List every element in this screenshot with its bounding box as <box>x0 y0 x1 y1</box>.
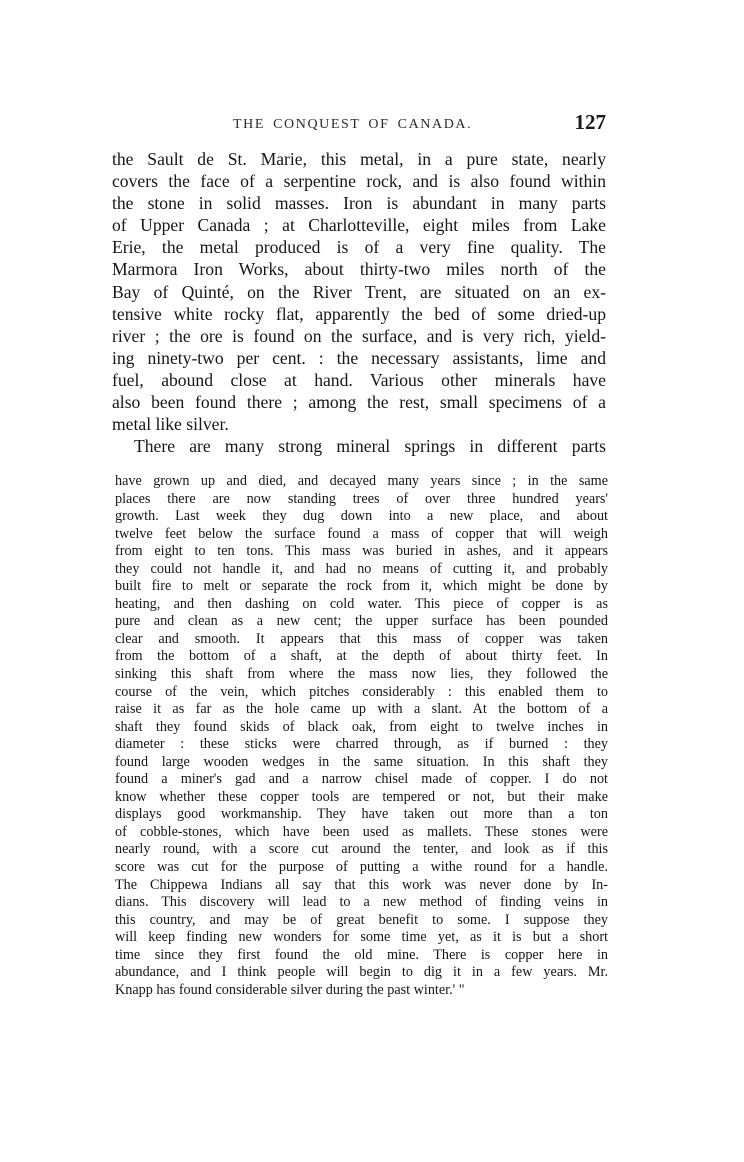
footnote-line: dians. This discovery will lead to a new method of finding veins in <box>115 894 608 911</box>
footnote-line: built fire to melt or separate the rock from it, which might be done by <box>115 578 608 595</box>
footnote-line: course of the vein, which pitches considerably : this enabled them to <box>115 683 608 700</box>
main-text <box>112 148 606 457</box>
running-title: THE CONQUEST OF CANADA. <box>233 117 473 132</box>
main-text-line: ing ninety-two per cent. : the necessary assistants, lime and <box>112 347 606 368</box>
main-text-line: river ; the ore is found on the surface, and is very rich, yield- <box>112 325 606 346</box>
footnote-line: from eight to ten tons. This mass was buried in ashes, and it appears <box>115 543 608 560</box>
footnote-line: this country, and may be of great benefit to some. I suppose they <box>115 911 608 928</box>
main-text-line: metal like silver. <box>112 414 229 435</box>
footnote-line: sinking this shaft from where the mass now lies, they followed the <box>115 666 608 683</box>
footnote-line: of cobble-stones, which have been used as mallets. These stones were <box>115 823 608 840</box>
main-text-line: fuel, abound close at hand. Various other minerals have <box>112 369 606 390</box>
footnote-line: twelve feet below the surface found a mass of copper that will weigh <box>115 525 608 542</box>
footnote-line: shaft they found skids of black oak, from eight to twelve inches in <box>115 718 608 735</box>
main-text-line: of Upper Canada ; at Charlotteville, eight miles from Lake <box>112 215 606 236</box>
footnote-line: displays good workmanship. They have taken out more than a ton <box>115 806 608 823</box>
main-text-line: Bay of Quinté, on the River Trent, are situated on an ex- <box>112 281 606 302</box>
footnote-line: know whether these copper tools are tempered or not, but their make <box>115 788 608 805</box>
footnote-line: pure and clean as a new cent; the upper surface has been pounded <box>115 613 608 630</box>
footnote-line: will keep finding new wonders for some time yet, as it is but a short <box>115 929 608 946</box>
footnote <box>115 473 608 999</box>
main-text-line: There are many strong mineral springs in different parts <box>134 436 606 457</box>
footnote-line: nearly round, with a score cut around the tenter, and look as if this <box>115 841 608 858</box>
footnote-line: The Chippewa Indians all say that this work was never done by In- <box>115 876 608 893</box>
footnote-line: raise it as far as the hole came up with a slant. At the bottom of a <box>115 701 608 718</box>
footnote-line: diameter : these sticks were charred through, as if burned : they <box>115 736 608 753</box>
footnote-line: from the bottom of a shaft, at the depth of about thirty feet. In <box>115 648 608 665</box>
footnote-line: found a miner's gad and a narrow chisel made of copper. I do not <box>115 771 608 788</box>
footnote-line: abundance, and I think people will begin to dig it in a few years. Mr. <box>115 964 608 981</box>
main-text-line: covers the face of a serpentine rock, and is also found within <box>112 171 606 192</box>
main-text-line: also been found there ; among the rest, small specimens of a <box>112 392 606 413</box>
footnote-line: Knapp has found considerable silver during the past winter.' " <box>115 981 465 998</box>
page-number: 127 <box>574 110 606 134</box>
main-text-line: the stone in solid masses. Iron is abundant in many parts <box>112 193 606 214</box>
main-text-line: Erie, the metal produced is of a very fine quality. The <box>112 237 606 258</box>
footnote-line: clear and smooth. It appears that this mass of copper was taken <box>115 630 608 647</box>
footnote-line: time since they first found the old mine. There is copper here in <box>115 946 608 963</box>
footnote-line: have grown up and died, and decayed many years since ; in the same <box>115 473 608 489</box>
footnote-line: found large wooden wedges in the same situation. In this shaft they <box>115 753 608 770</box>
footnote-line: places there are now standing trees of over three hundred years' <box>115 490 608 507</box>
footnote-line: they could not handle it, and had no means of cutting it, and probably <box>115 560 608 577</box>
footnote-line: growth. Last week they dug down into a new place, and about <box>115 508 608 525</box>
running-head <box>112 110 606 140</box>
main-text-line: Marmora Iron Works, about thirty-two miles north of the <box>112 259 606 280</box>
main-text-line: the Sault de St. Marie, this metal, in a pure state, nearly <box>112 149 606 169</box>
main-text-line: tensive white rocky flat, apparently the bed of some dried-up <box>112 303 606 324</box>
footnote-line: score was cut for the purpose of putting a withe round for a handle. <box>115 859 608 876</box>
footnote-line: heating, and then dashing on cold water. This piece of copper is as <box>115 595 608 612</box>
